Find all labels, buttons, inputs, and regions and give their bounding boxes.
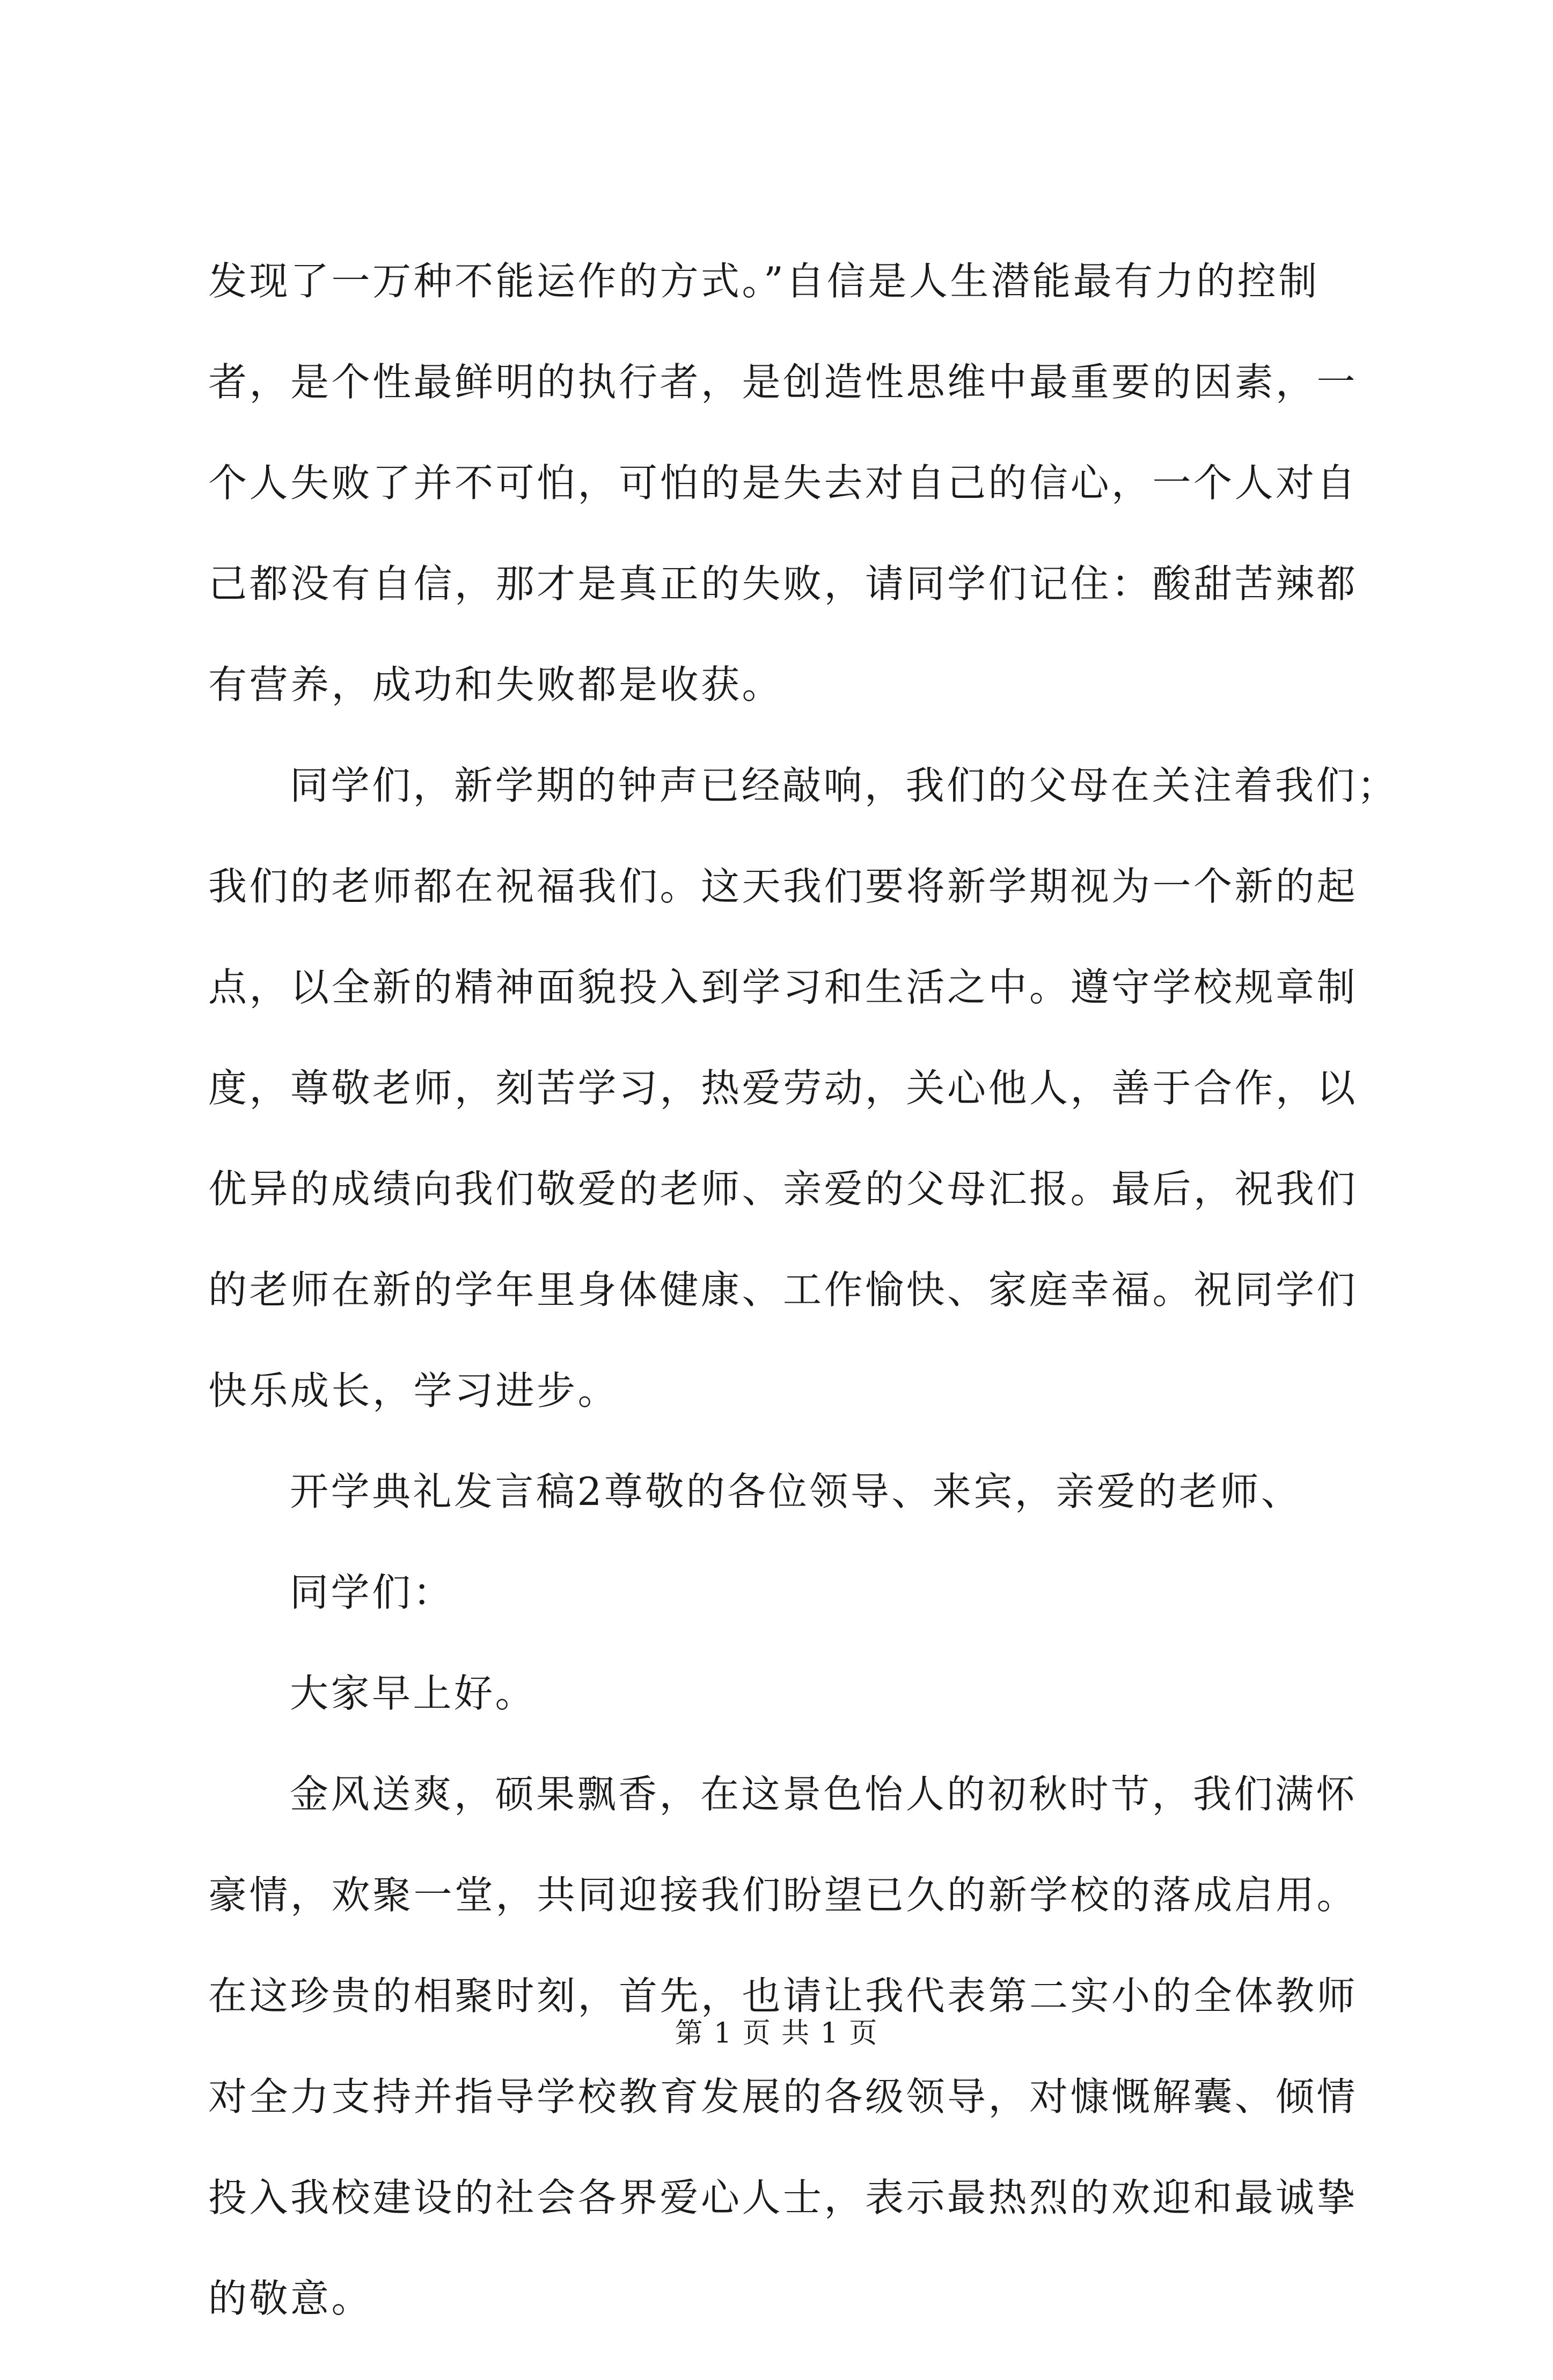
- text-line: 大家早上好。: [290, 1671, 537, 1716]
- page-number-footer: 第 1 页 共 1 页: [675, 2017, 878, 2050]
- text-line: 有营养，成功和失败都是收获。: [208, 662, 783, 707]
- text-line: 同学们，新学期的钟声已经敲响，我们的父母在关注着我们；: [290, 763, 1398, 808]
- text-line: 点，以全新的精神面貌投入到学习和生活之中。遵守学校规章制: [208, 965, 1358, 1010]
- text-line: 投入我校建设的社会各界爱心人士，表示最热烈的欢迎和最诚挚: [208, 2175, 1358, 2220]
- text-line: 者，是个性最鲜明的执行者，是创造性思维中最重要的因素，一: [208, 359, 1358, 405]
- text-line: 我们的老师都在祝福我们。这天我们要将新学期视为一个新的起: [208, 864, 1358, 909]
- text-line: 同学们：: [290, 1570, 455, 1615]
- text-line: 的敬意。: [208, 2276, 373, 2321]
- text-line: 度，尊敬老师，刻苦学习，热爱劳动，关心他人，善于合作，以: [208, 1066, 1358, 1111]
- text-line: 优异的成绩向我们敬爱的老师、亲爱的父母汇报。最后，祝我们: [208, 1166, 1358, 1211]
- text-line: 对全力支持并指导学校教育发展的各级领导，对慷慨解囊、倾情: [208, 2074, 1358, 2119]
- text-line: 己都没有自信，那才是真正的失败，请同学们记住：酸甜苦辣都: [208, 561, 1358, 606]
- text-line: 的老师在新的学年里身体健康、工作愉快、家庭幸福。祝同学们: [208, 1267, 1358, 1312]
- document-body: [208, 259, 1398, 2380]
- text-line: 金风送爽，硕果飘香，在这景色怡人的初秋时节，我们满怀: [290, 1772, 1358, 1817]
- text-line: 发现了一万种不能运作的方式。”自信是人生潜能最有力的控制: [208, 259, 1320, 304]
- text-line: 豪情，欢聚一堂，共同迎接我们盼望已久的新学校的落成启用。: [208, 1872, 1358, 1918]
- text-line: 开学典礼发言稿2尊敬的各位领导、来宾，亲爱的老师、: [290, 1469, 1302, 1514]
- text-line: 在这珍贵的相聚时刻，首先，也请让我代表第二实小的全体教师: [208, 1973, 1358, 2018]
- text-line: 个人失败了并不可怕，可怕的是失去对自己的信心，一个人对自: [208, 460, 1358, 505]
- text-line: 快乐成长，学习进步。: [208, 1368, 619, 1413]
